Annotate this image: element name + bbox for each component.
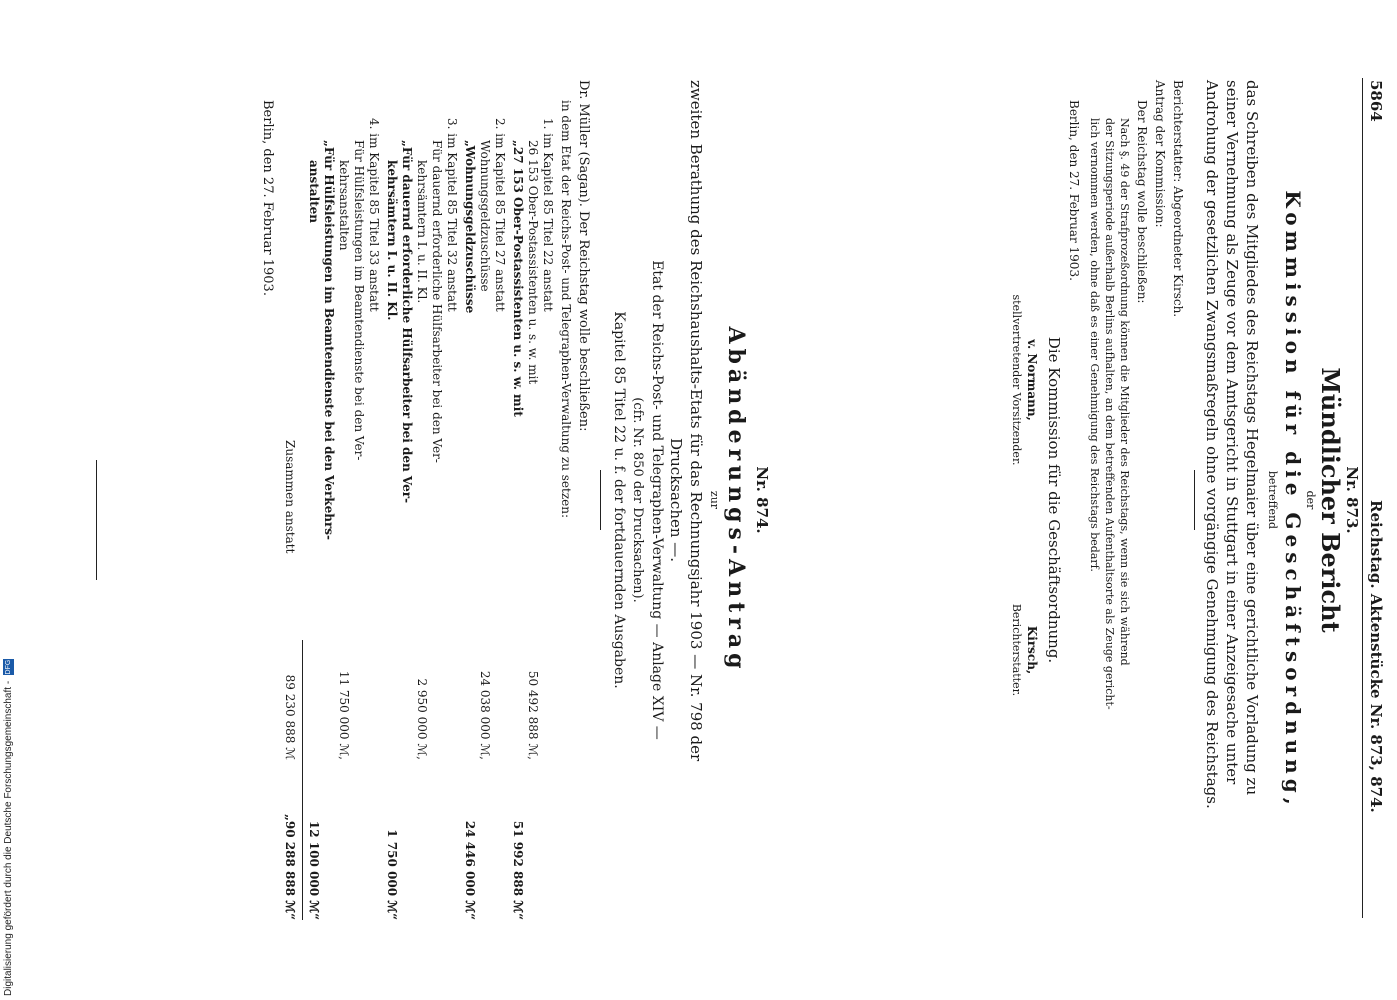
item-line: „Für dauernd erforderliche Hülfsarbeiter bei den Ver-	[400, 140, 414, 504]
doc874-intro: in dem Etat der Reichs-Post- und Telegraphen-Verwaltung zu setzen:	[559, 100, 573, 519]
item-line: Für dauernd erforderliche Hülfsarbeiter bei den Ver-	[430, 140, 444, 463]
doc874-kapitel: Kapitel 85 Titel 22 u. f. der fortdauernden Ausgaben.	[611, 311, 627, 689]
doc873-reporter-role: Berichterstatter.	[1010, 603, 1023, 697]
item-line: Wohnungsgeldzuschüsse	[478, 140, 492, 292]
doc874-number: Nr. 874.	[753, 466, 771, 534]
digitization-notice	[3, 610, 17, 996]
item-line: „27 153 Ober-Postassistenten u. s. w. mit	[511, 140, 525, 417]
item-line: 4. im Kapitel 85 Titel 33 anstatt	[367, 118, 381, 312]
doc873-subject-line: Androhung der gesetzlichen Zwangsmaßregeln ohne vorgängige Genehmigung des Reichstags.	[1203, 80, 1221, 809]
divider	[1194, 470, 1195, 530]
item-line: „Für Hülfsleistungen im Beamtendienste bei den Verkehrs-	[322, 140, 336, 540]
item-new-amount: 1 750 000 ℳ“	[385, 829, 399, 920]
item-line: 26 153 Ober-Postassistenten u. s. w. mit	[526, 140, 540, 385]
header-rule	[1362, 78, 1363, 918]
doc873-motion-line: Nach §. 49 der Strafprozeßordnung können die Mitglieder des Reichstags, wenn sie sich während	[1118, 118, 1131, 666]
end-rule	[96, 460, 97, 580]
doc874-zur: zur	[708, 490, 721, 510]
total-label: Zusammen anstatt	[283, 440, 297, 554]
item-line: kehrsanstalten	[337, 160, 351, 251]
item-line: anstalten	[307, 160, 321, 224]
doc873-subject-line: das Schreiben des Mitgliedes des Reichstags Hegelmaier über eine gerichtliche Vorladung zu	[1243, 80, 1261, 796]
doc874-date: Berlin, den 27. Februar 1903.	[260, 100, 275, 296]
page-number: 5864	[1367, 80, 1385, 122]
item-line: Für Hülfsleistungen im Beamtendienste bei den Ver-	[352, 140, 366, 461]
doc873-chair-name: v. Normann,	[1025, 339, 1039, 421]
running-title: Reichstag. Aktenstücke Nr. 873, 874.	[1367, 500, 1385, 813]
item-new-amount: 24 446 000 ℳ“	[463, 820, 477, 920]
doc873-reporter-name: Kirsch,	[1025, 625, 1039, 675]
doc873-subject-line: seiner Vernehmung als Zeuge vor dem Amtsgericht in Stuttgart in einer Anzeigesache unter	[1223, 80, 1241, 785]
doc873-motion-line: der Sitzungsperiode außerhalb Berlins aufhalten, an dem betreffenden Aufenthaltsorte als Zeuge gericht-	[1103, 118, 1116, 710]
digitization-text: Digitalisierung gefördert durch die Deutsche Forschungsgemeinschaft -	[3, 680, 15, 996]
doc874-title: Abänderungs-Antrag	[723, 326, 749, 674]
doc873-betreffend: betreffend	[1266, 470, 1279, 530]
doc873-number: Nr. 873.	[1343, 466, 1361, 534]
doc874-line2: Drucksachen —.	[667, 437, 685, 563]
doc874-etat: Etat der Reichs-Post- und Telegraphen-Verwaltung — Anlage XIV —	[649, 260, 665, 740]
doc874-proposer: Dr. Müller (Sagan). Der Reichstag wolle beschließen:	[576, 80, 591, 432]
doc873-title: Mündlicher Bericht	[1316, 367, 1345, 633]
item-old-amount: 2 950 000 ℳ,	[415, 678, 429, 760]
item-new-amount: 51 992 888 ℳ“	[511, 820, 525, 920]
doc873-chair-role: stellvertretender Vorsitzender.	[1010, 294, 1023, 466]
doc873-date: Berlin, den 27. Februar 1903.	[1067, 100, 1081, 281]
item-new-amount: 12 100 000 ℳ“	[307, 820, 321, 920]
total-new-amount: „90 288 888 ℳ“	[283, 814, 297, 920]
doc873-motion-label: Antrag der Kommission:	[1153, 80, 1167, 228]
item-line: „Wohnungsgeldzuschüsse	[463, 140, 477, 314]
item-line: 2. im Kapitel 85 Titel 27 anstatt	[493, 118, 507, 312]
total-old-amount: 89 230 888 ℳ	[283, 674, 297, 760]
total-rule	[302, 640, 303, 920]
doc873-motion-line: lich vernommen werden, ohne daß es einer Genehmigung des Reichstags bedarf.	[1088, 118, 1101, 572]
item-line: 3. im Kapitel 85 Titel 32 anstatt	[445, 118, 459, 312]
item-line: 1. im Kapitel 85 Titel 22 anstatt	[541, 118, 555, 312]
item-old-amount: 11 750 000 ℳ,	[337, 670, 351, 760]
divider	[600, 470, 601, 530]
doc873-motion-intro: Der Reichstag wolle beschließen:	[1135, 100, 1149, 304]
item-line: kehrsämtern I. u. II. Kl.	[385, 160, 399, 321]
doc873-signature-title: Die Kommission für die Geschäftsordnung.	[1045, 336, 1063, 664]
item-line: kehrsämtern I. u. II. Kl.	[415, 160, 429, 304]
doc873-commission: Kommission für die Geschäftsordnung,	[1281, 190, 1305, 810]
doc873-der: der	[1304, 490, 1317, 510]
item-old-amount: 50 492 888 ℳ,	[526, 670, 540, 760]
item-old-amount: 24 038 000 ℳ,	[478, 670, 492, 760]
dfg-logo: DFG	[5, 659, 12, 675]
doc873-reporter: Berichterstatter: Abgeordneter Kirsch.	[1171, 80, 1185, 318]
doc874-line1: zweiten Berathung des Reichshaushalts-Etats für das Rechnungsjahr 1903 — Nr. 798 der	[687, 80, 705, 762]
doc874-cfr: (cfr. Nr. 850 der Drucksachen).	[630, 397, 645, 603]
